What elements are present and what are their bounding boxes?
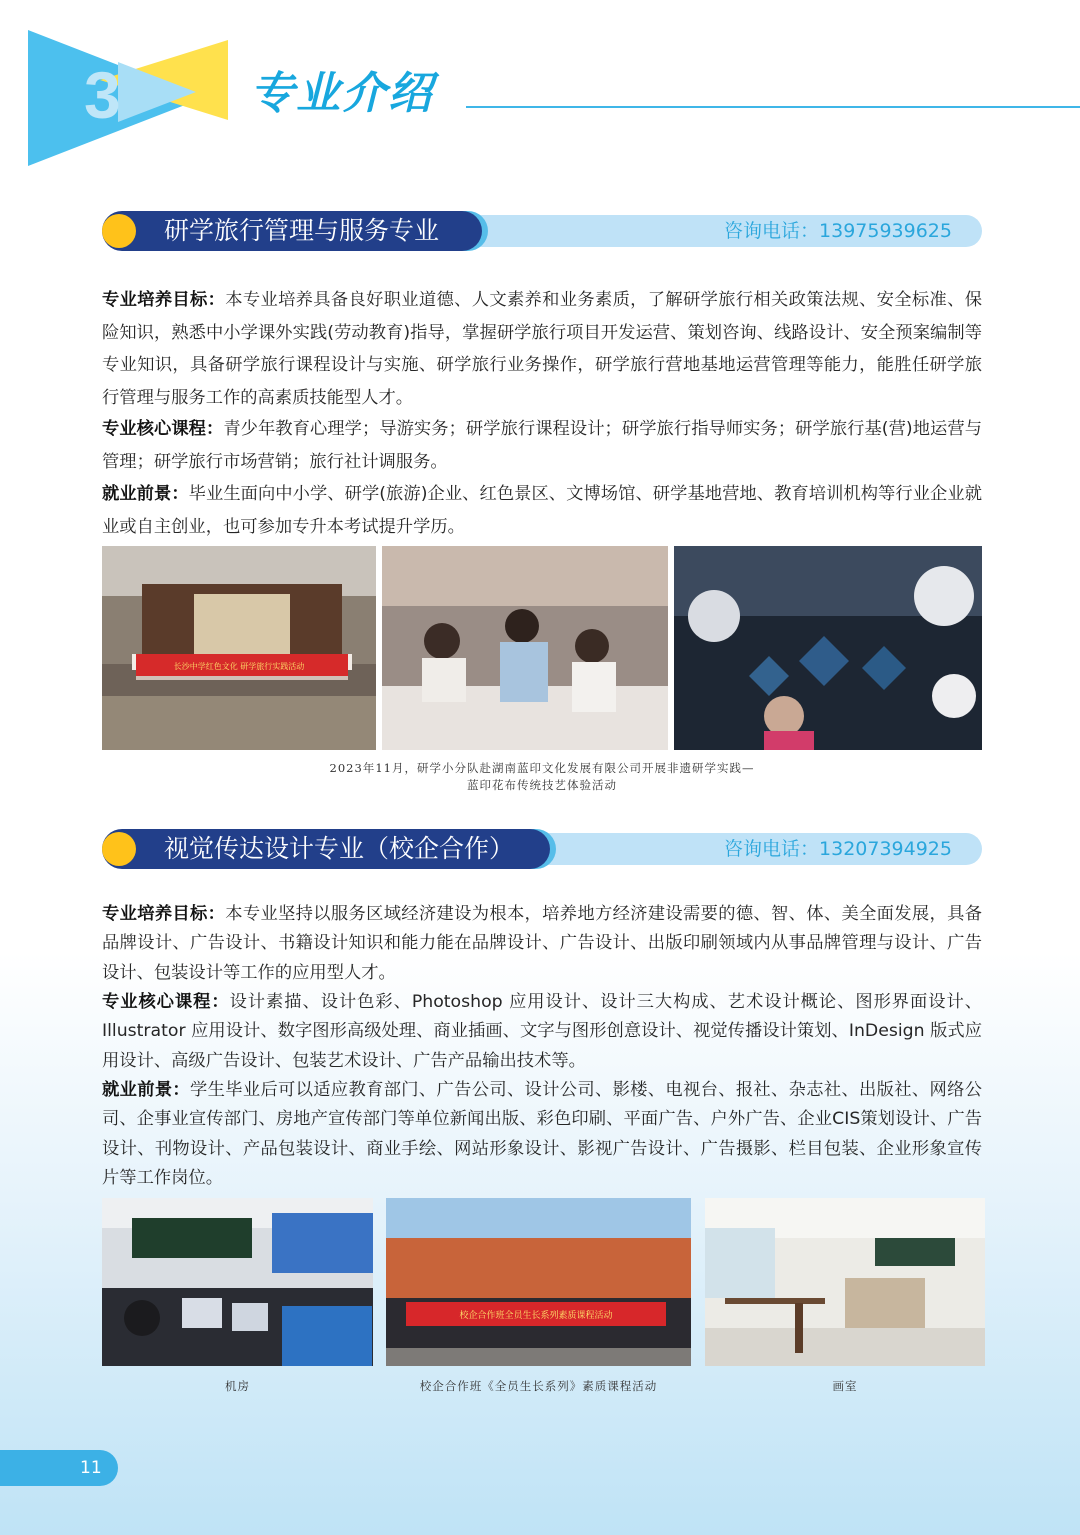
section-title: 视觉传达设计专业（校企合作） (164, 834, 515, 863)
section-bar-visual-design (102, 829, 982, 869)
paragraph-text: 本专业坚持以服务区域经济建设为根本，培养地方经济建设需要的德、智、体、美全面发展，具备品牌设计、广告设计、书籍设计知识和能力能在品牌设计、广告设计、出版印刷领域内从事品牌管理与设计、广告设计、包装设计等工作的应用型人才。 (102, 904, 982, 983)
paragraph-label: 专业培养目标： (102, 290, 226, 310)
paragraph-text: 设计素描、设计色彩、Photoshop 应用设计、设计三大构成、艺术设计概论、图形界面设计、Illustrator 应用设计、数字图形高级处理、商业插画、文字与图形创意设计、视觉传播设计策划、InDesign 版式应用设计、高级广告设计、包装艺术设计、广告产品输出技术等。 (102, 992, 982, 1071)
paragraph-text: 青少年教育心理学；导游实务；研学旅行课程设计；研学旅行指导师实务；研学旅行基(营)地运营与管理；研学旅行市场营销；旅行社计调服务。 (102, 419, 982, 472)
page-number: 11 (80, 1458, 102, 1478)
photo-banner-text: 校企合作班全员生长系列素质课程活动 (459, 1311, 613, 1321)
photo-computer-lab (102, 1198, 373, 1366)
section-title: 研学旅行管理与服务专业 (164, 216, 440, 245)
paragraph-text: 本专业培养具备良好职业道德、人文素养和业务素质，了解研学旅行相关政策法规、安全标准、保险知识，熟悉中小学课外实践(劳动教育)指导，掌握研学旅行项目开发运营、策划咨询、线路设计、安全预案编制等专业知识，具备研学旅行课程设计与实施、研学旅行业务操作，研学旅行营地基地运营管理等能力，能胜任研学旅行管理与服务工作的高素质技能型人才。 (102, 290, 982, 408)
photo-caption: 校企合作班《全员生长系列》素质课程活动 (419, 1379, 658, 1393)
core-courses (102, 413, 982, 478)
photo-school-enterprise-class (386, 1198, 691, 1366)
core-courses (102, 988, 982, 1076)
paragraph-label: 就业前景： (102, 1080, 191, 1100)
career-prospects (102, 1076, 982, 1193)
caption-line: 2023年11月，研学小分队赴湖南蓝印文化发展有限公司开展非遗研学实践— (329, 761, 755, 775)
photo-caption: 画室 (832, 1379, 858, 1393)
paragraph-label: 就业前景： (102, 484, 189, 504)
photo-indigo-cloth (674, 546, 982, 750)
header-triangle-light (118, 62, 196, 122)
photo-studio (705, 1198, 985, 1366)
paragraph-label: 专业培养目标： (102, 904, 226, 924)
page-title: 专业介绍 (250, 68, 434, 119)
training-goal (102, 900, 982, 988)
paragraph-label: 专业核心课程： (102, 992, 230, 1012)
photo-group-hall (102, 546, 376, 750)
training-goal (102, 284, 982, 414)
photo-caption (102, 760, 982, 794)
paragraph-label: 专业核心课程： (102, 419, 224, 439)
photo-banner-text: 长沙中学红色文化 研学旅行实践活动 (173, 662, 305, 671)
section-bar-dot (102, 214, 136, 248)
paragraph-text: 毕业生面向中小学、研学(旅游)企业、红色景区、文博场馆、研学基地营地、教育培训机构等行业企业就业或自主创业，也可参加专升本考试提升学历。 (102, 484, 982, 537)
paragraph-text: 学生毕业后可以适应教育部门、广告公司、设计公司、影楼、电视台、报社、杂志社、出版社、网络公司、企事业宣传部门、房地产宣传部门等单位新闻出版、彩色印刷、平面广告、户外广告、企业CIS策划设计、广告设计、刊物设计、产品包装设计、商业手绘、网站形象设计、影视广告设计、广告摄影、栏目包装、企业形象宣传片等工作岗位。 (102, 1080, 982, 1188)
consult-phone: 咨询电话：13207394925 (724, 838, 952, 860)
header-rule (466, 106, 1080, 108)
photo-workshop (382, 546, 668, 750)
consult-phone: 咨询电话：13975939625 (724, 220, 952, 242)
section-bar-study-travel (102, 211, 982, 251)
section-number: 3 (84, 58, 121, 132)
photo-caption: 机房 (225, 1379, 250, 1393)
caption-line: 蓝印花布传统技艺体验活动 (467, 778, 617, 792)
section-bar-dot (102, 832, 136, 866)
career-prospects (102, 478, 982, 543)
